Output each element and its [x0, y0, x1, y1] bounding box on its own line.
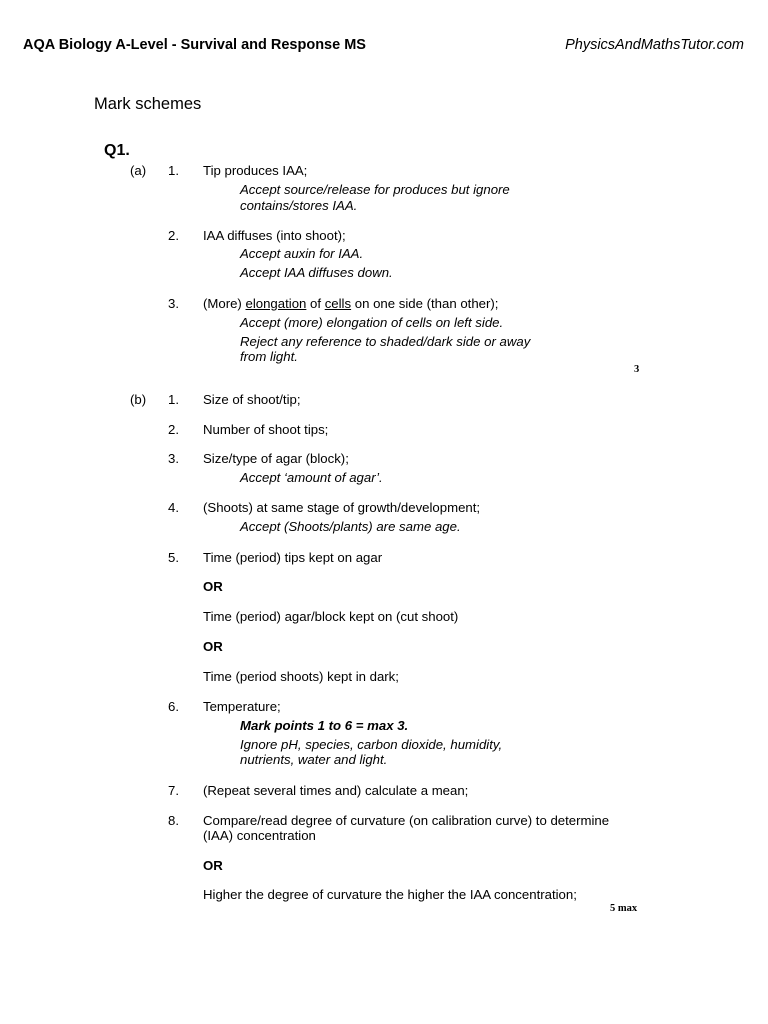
b-item-8-text-line-1: Compare/read degree of curvature (on calibration curve) to determine — [203, 813, 610, 828]
a-item-3-text-underlined-2: cells — [324, 296, 352, 311]
b-item-7-text: (Repeat several times and) calculate a mean; — [203, 783, 469, 798]
b-item-8-num: 8. — [168, 813, 179, 828]
a-item-2-text: IAA diffuses (into shoot); — [203, 228, 346, 243]
part-a-marks: 3 — [634, 364, 640, 375]
b-item-6-note-1: Ignore pH, species, carbon dioxide, humidity, — [240, 737, 503, 752]
a-item-3-text-underlined-1: elongation — [245, 296, 307, 311]
part-a-label: (a) — [130, 163, 147, 178]
question-number: Q1. — [104, 142, 130, 159]
a-item-3-note-3: from light. — [240, 349, 298, 364]
b-item-3-note-1: Accept ‘amount of agar’. — [240, 470, 383, 485]
page-title: Mark schemes — [94, 95, 202, 113]
b-item-5-text: Time (period) tips kept on agar — [203, 550, 383, 565]
b-item-8-text-2: Higher the degree of curvature the higher the IAA concentration; — [203, 887, 577, 902]
b-item-6-num: 6. — [168, 699, 179, 714]
a-item-3-text-post: on one side (than other); — [351, 296, 499, 311]
b-item-6-bold-note: Mark points 1 to 6 = max 3. — [240, 718, 409, 733]
a-item-1-num: 1. — [168, 163, 179, 178]
b-item-1-num: 1. — [168, 392, 179, 407]
site-name: PhysicsAndMathsTutor.com — [565, 37, 744, 53]
part-b-marks: 5 max — [610, 903, 638, 914]
a-item-2-num: 2. — [168, 228, 179, 243]
b-item-7-num: 7. — [168, 783, 179, 798]
b-item-6-text: Temperature; — [203, 699, 281, 714]
a-item-1-note-2: contains/stores IAA. — [240, 198, 358, 213]
b-item-2-text: Number of shoot tips; — [203, 422, 329, 437]
b-item-5-text-3: Time (period shoots) kept in dark; — [203, 669, 399, 684]
document-header-title: AQA Biology A-Level - Survival and Response MS — [23, 37, 366, 53]
b-item-1-text: Size of shoot/tip; — [203, 392, 301, 407]
a-item-3-text-pre: (More) — [203, 296, 246, 311]
b-item-8-text-line-2: (IAA) concentration — [203, 828, 316, 843]
a-item-1-note-1: Accept source/release for produces but ignore — [240, 182, 510, 197]
part-b-label: (b) — [130, 392, 147, 407]
a-item-3-text — [203, 295, 498, 312]
b-item-3-num: 3. — [168, 451, 179, 466]
b-item-5-num: 5. — [168, 550, 179, 565]
a-item-2-note-1: Accept auxin for IAA. — [240, 246, 364, 261]
a-item-3-note-2: Reject any reference to shaded/dark side or away — [240, 334, 531, 349]
b-item-2-num: 2. — [168, 422, 179, 437]
b-item-5-or-1: OR — [203, 579, 223, 594]
b-item-5-or-2: OR — [203, 639, 223, 654]
b-item-8-or: OR — [203, 858, 223, 873]
a-item-2-note-2: Accept IAA diffuses down. — [240, 265, 393, 280]
a-item-1-text: Tip produces IAA; — [203, 163, 308, 178]
b-item-5-text-2: Time (period) agar/block kept on (cut shoot) — [203, 609, 459, 624]
b-item-4-num: 4. — [168, 500, 179, 515]
a-item-3-num: 3. — [168, 296, 179, 311]
b-item-3-text: Size/type of agar (block); — [203, 451, 349, 466]
b-item-4-text: (Shoots) at same stage of growth/development; — [203, 500, 481, 515]
a-item-3-note-1: Accept (more) elongation of cells on left side. — [240, 315, 504, 330]
b-item-6-note-2: nutrients, water and light. — [240, 752, 388, 767]
a-item-3-text-mid: of — [306, 296, 325, 311]
b-item-4-note-1: Accept (Shoots/plants) are same age. — [240, 519, 461, 534]
